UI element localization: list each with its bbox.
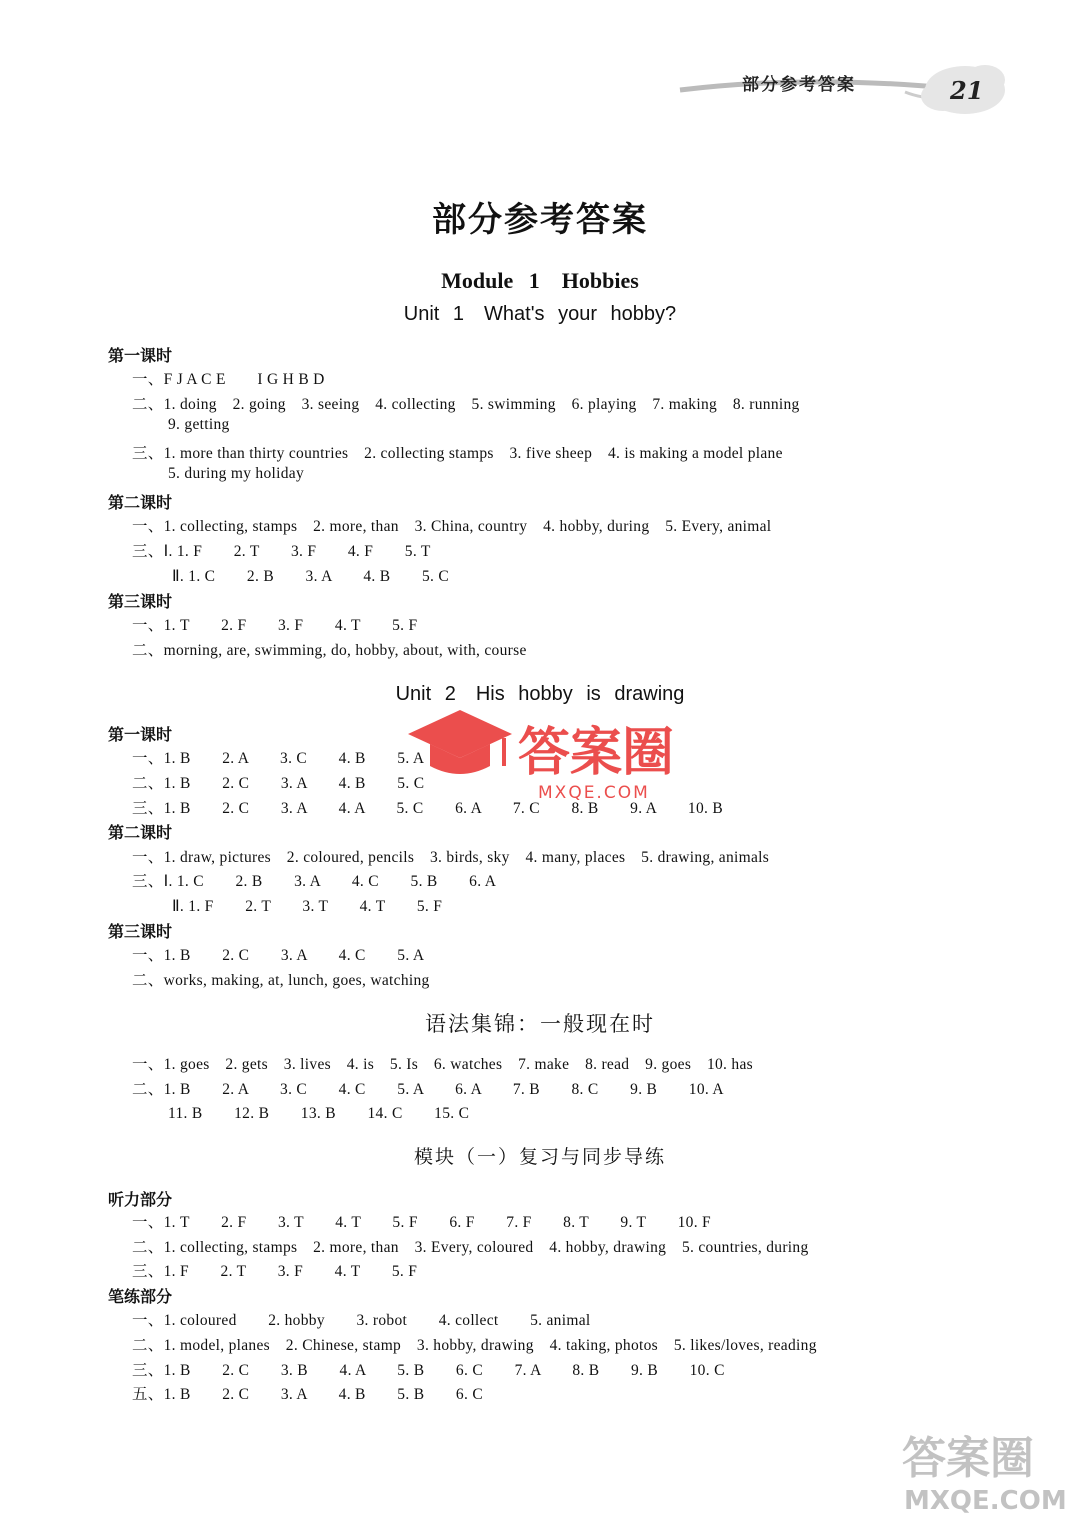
page-number: 21 [950, 76, 984, 105]
answer-line: 二、1. collecting, stamps 2. more, than 3. Every, coloured 4. hobby, drawing 5. countries, during [132, 1239, 809, 1256]
answer-line: 二、works, making, at, lunch, goes, watching [132, 972, 430, 989]
listening-heading: 听力部分 [108, 1190, 173, 1209]
answer-line: 三、Ⅰ. 1. F 2. T 3. F 4. F 5. T [132, 543, 431, 560]
answer-line: Ⅱ. 1. C 2. B 3. A 4. B 5. C [172, 568, 450, 585]
answer-line: 一、1. B 2. A 3. C 4. B 5. A [132, 750, 425, 767]
u2-lesson2-heading: 第二课时 [108, 823, 173, 842]
watermark-center-text: 答案圈 [518, 723, 675, 783]
page-title: 部分参考答案 [432, 200, 648, 240]
answer-line: 一、1. T 2. F 3. T 4. T 5. F 6. F 7. F 8. T 9. T 10. F [132, 1214, 711, 1231]
answer-line: 9. getting [168, 416, 230, 433]
answer-line: 二、1. model, planes 2. Chinese, stamp 3. hobby, drawing 4. taking, photos 5. likes/loves, reading [132, 1337, 817, 1354]
review-title: 模块（一）复习与同步导练 [413, 1146, 666, 1168]
grammar-title: 语法集锦：一般现在时 [425, 1012, 655, 1036]
answer-line: 三、1. F 2. T 3. F 4. T 5. F [132, 1263, 418, 1280]
answer-line: 五、1. B 2. C 3. A 4. B 5. B 6. C [132, 1386, 483, 1403]
answer-line: 11. B 12. B 13. B 14. C 15. C [168, 1105, 470, 1122]
answer-line: 一、1. B 2. C 3. A 4. C 5. A [132, 947, 425, 964]
watermark-corner [900, 1425, 1075, 1519]
u1-lesson3-heading: 第三课时 [108, 592, 173, 611]
answer-line: 三、1. B 2. C 3. B 4. A 5. B 6. C 7. A 8. B 9. B 10. C [132, 1362, 725, 1379]
writing-heading: 笔练部分 [108, 1287, 173, 1306]
module-title: Module 1 Hobbies [441, 268, 639, 293]
unit2-title: Unit 2 His hobby is drawing [395, 683, 685, 705]
u1-lesson2-heading: 第二课时 [108, 493, 173, 512]
answer-line: 三、Ⅰ. 1. C 2. B 3. A 4. C 5. B 6. A [132, 873, 497, 890]
watermark-logo [408, 710, 708, 809]
answer-line: 一、F J A C E I G H B D [132, 371, 325, 388]
unit1-title: Unit 1 What's your hobby? [403, 303, 677, 325]
answer-line: 一、1. goes 2. gets 3. lives 4. is 5. Is 6. watches 7. make 8. read 9. goes 10. has [132, 1056, 753, 1073]
answer-line: 二、1. doing 2. going 3. seeing 4. collecting 5. swimming 6. playing 7. making 8. running [132, 396, 800, 413]
u1-lesson1-heading: 第一课时 [108, 346, 173, 365]
answer-line: 一、1. coloured 2. hobby 3. robot 4. collect 5. animal [132, 1312, 591, 1329]
answer-line: 二、1. B 2. A 3. C 4. C 5. A 6. A 7. B 8. C 9. B 10. A [132, 1081, 724, 1098]
header-title: 部分参考答案 [742, 75, 856, 95]
answer-line: Ⅱ. 1. F 2. T 3. T 4. T 5. F [172, 898, 443, 915]
answer-line: 一、1. T 2. F 3. F 4. T 5. F [132, 617, 418, 634]
answer-line: 二、morning, are, swimming, do, hobby, about, with, course [132, 642, 527, 659]
answer-line: 一、1. draw, pictures 2. coloured, pencils 3. birds, sky 4. many, places 5. drawing, animals [132, 849, 770, 866]
answer-line: 一、1. collecting, stamps 2. more, than 3. China, country 4. hobby, during 5. Every, animal [132, 518, 772, 535]
answer-line: 三、1. B 2. C 3. A 4. A 5. C 6. A 7. C 8. B 9. A 10. B [132, 800, 724, 817]
watermark-center-url: MXQE.COM [538, 783, 650, 803]
u2-lesson1-heading: 第一课时 [108, 725, 173, 744]
u2-lesson3-heading: 第三课时 [108, 922, 173, 941]
answer-line: 三、1. more than thirty countries 2. collecting stamps 3. five sheep 4. is making a model plane [132, 445, 783, 462]
answer-line: 5. during my holiday [168, 465, 305, 482]
watermark-corner-text: 答案圈 [902, 1433, 1034, 1484]
watermark-corner-url: MXQE.COM [904, 1486, 1067, 1515]
answer-line: 二、1. B 2. C 3. A 4. B 5. C [132, 775, 425, 792]
